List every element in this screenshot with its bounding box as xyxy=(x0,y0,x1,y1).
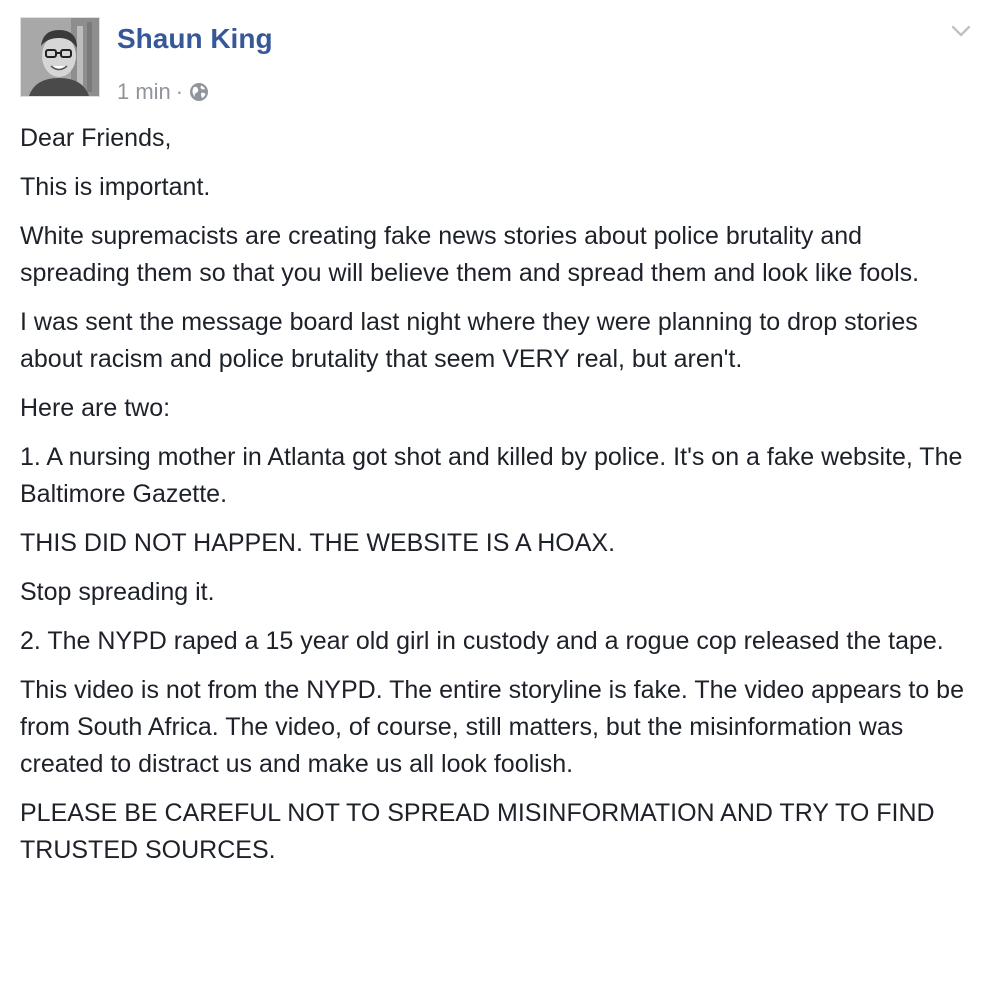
post-paragraph: Here are two: xyxy=(20,394,171,422)
post-paragraph: This video is not from the NYPD. The entire storyline is fake. The video appears to be from South Africa. The video, of course, still matters, but the misinformation was created to distract us and make us all look foolish. xyxy=(20,676,964,778)
post-timestamp[interactable]: 1 min xyxy=(117,79,171,104)
post-paragraph: Stop spreading it. xyxy=(20,578,215,606)
avatar-photo-icon xyxy=(21,18,99,96)
chevron-down-icon[interactable] xyxy=(950,20,972,42)
author-name-link[interactable]: Shaun King xyxy=(117,23,273,54)
post-paragraph: 1. A nursing mother in Atlanta got shot and killed by police. It's on a fake website, The Baltimore Gazette. xyxy=(20,443,963,508)
post-body xyxy=(20,120,975,881)
post-header xyxy=(20,17,970,104)
post-meta xyxy=(117,79,209,105)
meta-separator: · xyxy=(175,79,184,104)
post-paragraph: I was sent the message board last night where they were planning to drop stories about racism and police brutality that seem VERY real, but aren't. xyxy=(20,308,918,373)
post-paragraph: 2. The NYPD raped a 15 year old girl in custody and a rogue cop released the tape. xyxy=(20,627,944,655)
post-paragraph: This is important. xyxy=(20,173,211,201)
post-paragraph: Dear Friends, xyxy=(20,124,172,152)
post-paragraph: White supremacists are creating fake news stories about police brutality and spreading them so that you will believe them and spread them and look like fools. xyxy=(20,222,920,287)
post-paragraph: THIS DID NOT HAPPEN. THE WEBSITE IS A HOAX. xyxy=(20,529,616,557)
avatar[interactable] xyxy=(20,17,100,97)
globe-icon[interactable] xyxy=(189,82,209,102)
post-paragraph: PLEASE BE CAREFUL NOT TO SPREAD MISINFORMATION AND TRY TO FIND TRUSTED SOURCES. xyxy=(20,799,935,864)
